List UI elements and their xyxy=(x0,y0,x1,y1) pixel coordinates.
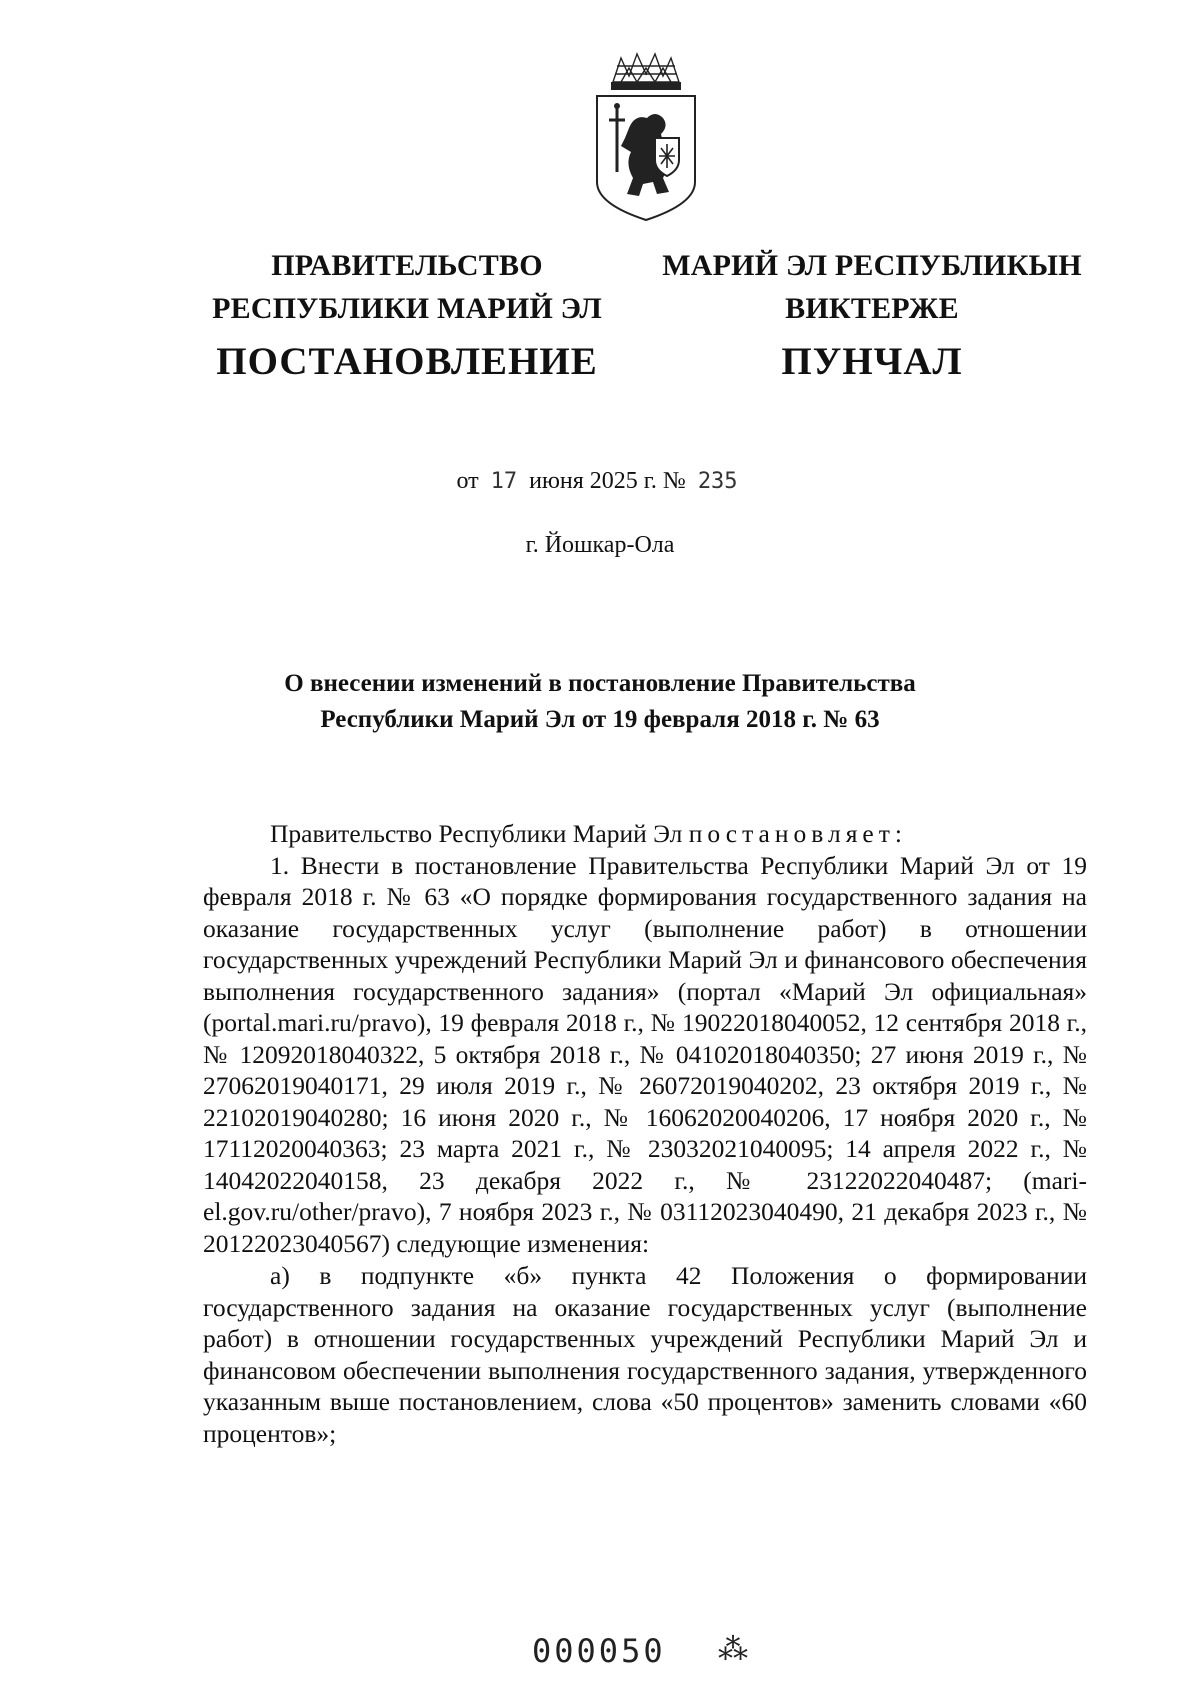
date-month-year: июня 2025 г. № xyxy=(529,468,686,494)
document-number: 235 xyxy=(697,469,738,494)
header-left-doc-type: ПОСТАНОВЛЕНИЕ xyxy=(216,340,598,383)
title-line2: Республики Марий Эл от 19 февраля 2018 г. № 63 xyxy=(320,706,880,733)
header-left xyxy=(187,244,627,387)
serial-number: 000050 xyxy=(532,1632,666,1670)
intro-text: Правительство Республики Марий Эл xyxy=(270,819,683,848)
date-line xyxy=(0,468,1200,495)
date-prefix: от xyxy=(456,468,479,494)
document-body xyxy=(203,818,1087,1449)
coat-of-arms-icon xyxy=(591,52,701,224)
intro-verb: постановляет: xyxy=(688,819,907,848)
header-right xyxy=(652,244,1092,387)
item-1: 1. Внести в постановление Правительства Республики Марий Эл от 19 февраля 2018 г. № 63 «О порядке формирования государственного задания на оказание государственных услуг (выполнение работ) в отношении государственных учреждений Республики Марий Эл и финансового обеспечения выполнения государственного задания» (портал «Марий Эл официальная» (portal.mari.ru/pravo), 19 февраля 2018 г., № 19022018040052, 12 сентября 2018 г., № 12092018040322, 5 октября 2018 г., № 04102018040350; 27 июня 2019 г., № 27062019040171, 29 июля 2019 г., № 26072019040202, 23 октября 2019 г., № 22102019040280; 16 июня 2020 г., № 16062020040206, 17 ноября 2020 г., № 17112020040363; 23 марта 2021 г., № 23032021040095; 14 апреля 2022 г., № 14042022040158, 23 декабря 2022 г., № 23122022040487; (mari-el.gov.ru/other/pravo), 7 ноября 2023 г., № 03112023040490, 21 декабря 2023 г., № 20122023040567) следующие изменения: xyxy=(203,850,1087,1258)
header-left-line2: РЕСПУБЛИКИ МАРИЙ ЭЛ xyxy=(212,292,602,325)
header-left-line1: ПРАВИТЕЛЬСТВО xyxy=(271,249,543,282)
date-day: 17 xyxy=(490,469,518,494)
subitem-a: а) в подпункте «б» пункта 42 Положения о формировании государственного задания на оказание государственных услуг (выполнение работ) в отношении государственных учреждений Республики Марий Эл и финансовом обеспечении выполнения государственного задания, утвержденного указанным выше постановлением, слова «50 процентов» заменить словами «60 процентов»; xyxy=(203,1261,1087,1448)
document-title xyxy=(0,666,1200,738)
header-right-line2: ВИКТЕРЖЕ xyxy=(785,292,959,325)
header-right-doc-type: ПУНЧАЛ xyxy=(781,340,963,383)
city: г. Йошкар-Ола xyxy=(525,532,675,558)
header-right-line1: МАРИЙ ЭЛ РЕСПУБЛИКЫН xyxy=(662,249,1082,282)
title-line1: О внесении изменений в постановление Правительства xyxy=(284,670,916,697)
footer-mark-icon: ⁂ xyxy=(718,1633,748,1666)
intro-paragraph xyxy=(203,818,1087,850)
